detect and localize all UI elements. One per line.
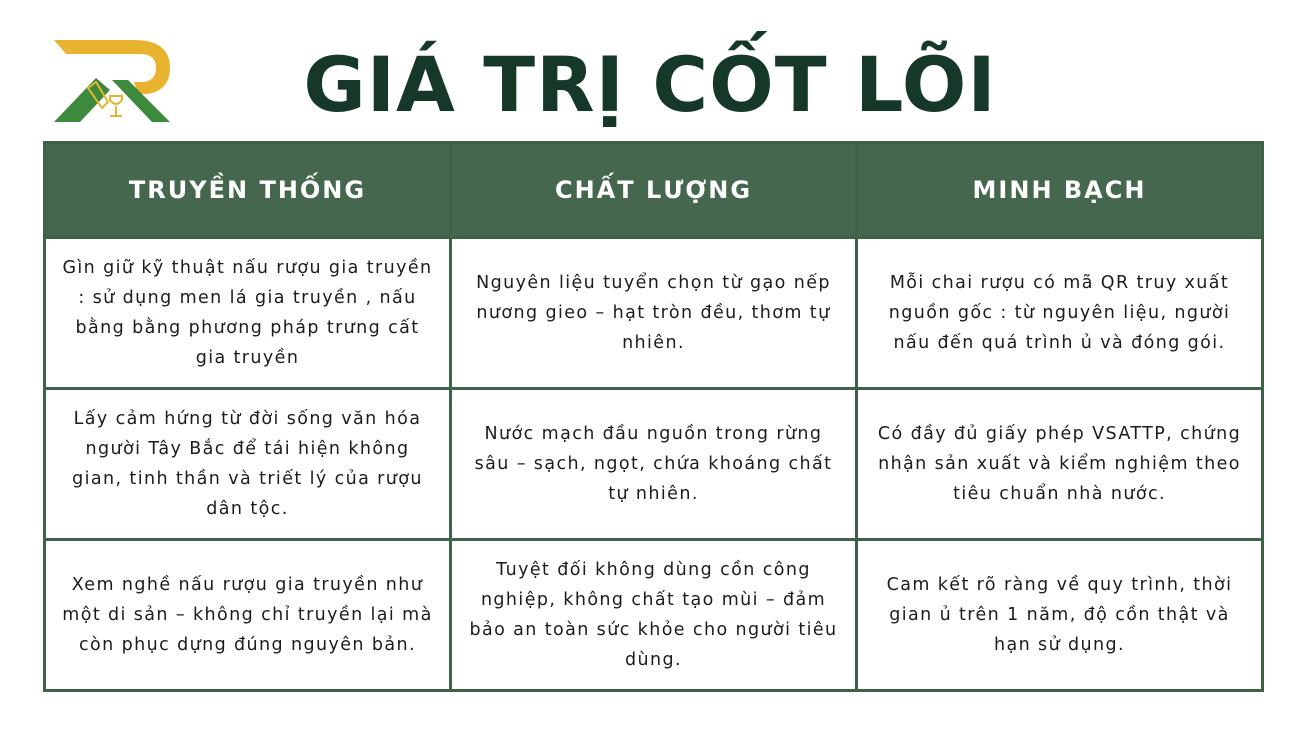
column-header-transparency: MINH BẠCH (857, 143, 1263, 238)
table-cell: Có đầy đủ giấy phép VSATTP, chứng nhận sản xuất và kiểm nghiệm theo tiêu chuẩn nhà nước. (857, 389, 1263, 540)
column-header-quality: CHẤT LƯỢNG (451, 143, 857, 238)
table-cell: Cam kết rõ ràng về quy trình, thời gian ủ trên 1 năm, độ cồn thật và hạn sử dụng. (857, 540, 1263, 691)
table-cell: Gìn giữ kỹ thuật nấu rượu gia truyền : sử dụng men lá gia truyền , nấu bằng bằng phương pháp trưng cất gia truyền (45, 238, 451, 389)
table-cell: Nguyên liệu tuyển chọn từ gạo nếp nương gieo – hạt tròn đều, thơm tự nhiên. (451, 238, 857, 389)
page-title: GIÁ TRỊ CỐT LÕI (303, 40, 997, 129)
table-row (45, 238, 1263, 389)
table-row (45, 540, 1263, 691)
table-cell: Nước mạch đầu nguồn trong rừng sâu – sạch, ngọt, chứa khoáng chất tự nhiên. (451, 389, 857, 540)
table-cell: Lấy cảm hứng từ đời sống văn hóa người Tây Bắc để tái hiện không gian, tinh thần và triết lý của rượu dân tộc. (45, 389, 451, 540)
core-values-table (43, 141, 1264, 692)
column-header-tradition: TRUYỀN THỐNG (45, 143, 451, 238)
table-cell: Xem nghề nấu rượu gia truyền như một di sản – không chỉ truyền lại mà còn phục dựng đúng nguyên bản. (45, 540, 451, 691)
table-row (45, 389, 1263, 540)
table-header-row (45, 143, 1263, 238)
table-cell: Mỗi chai rượu có mã QR truy xuất nguồn gốc : từ nguyên liệu, người nấu đến quá trình ủ và đóng gói. (857, 238, 1263, 389)
table-cell: Tuyệt đối không dùng cồn công nghiệp, không chất tạo mùi – đảm bảo an toàn sức khỏe cho người tiêu dùng. (451, 540, 857, 691)
